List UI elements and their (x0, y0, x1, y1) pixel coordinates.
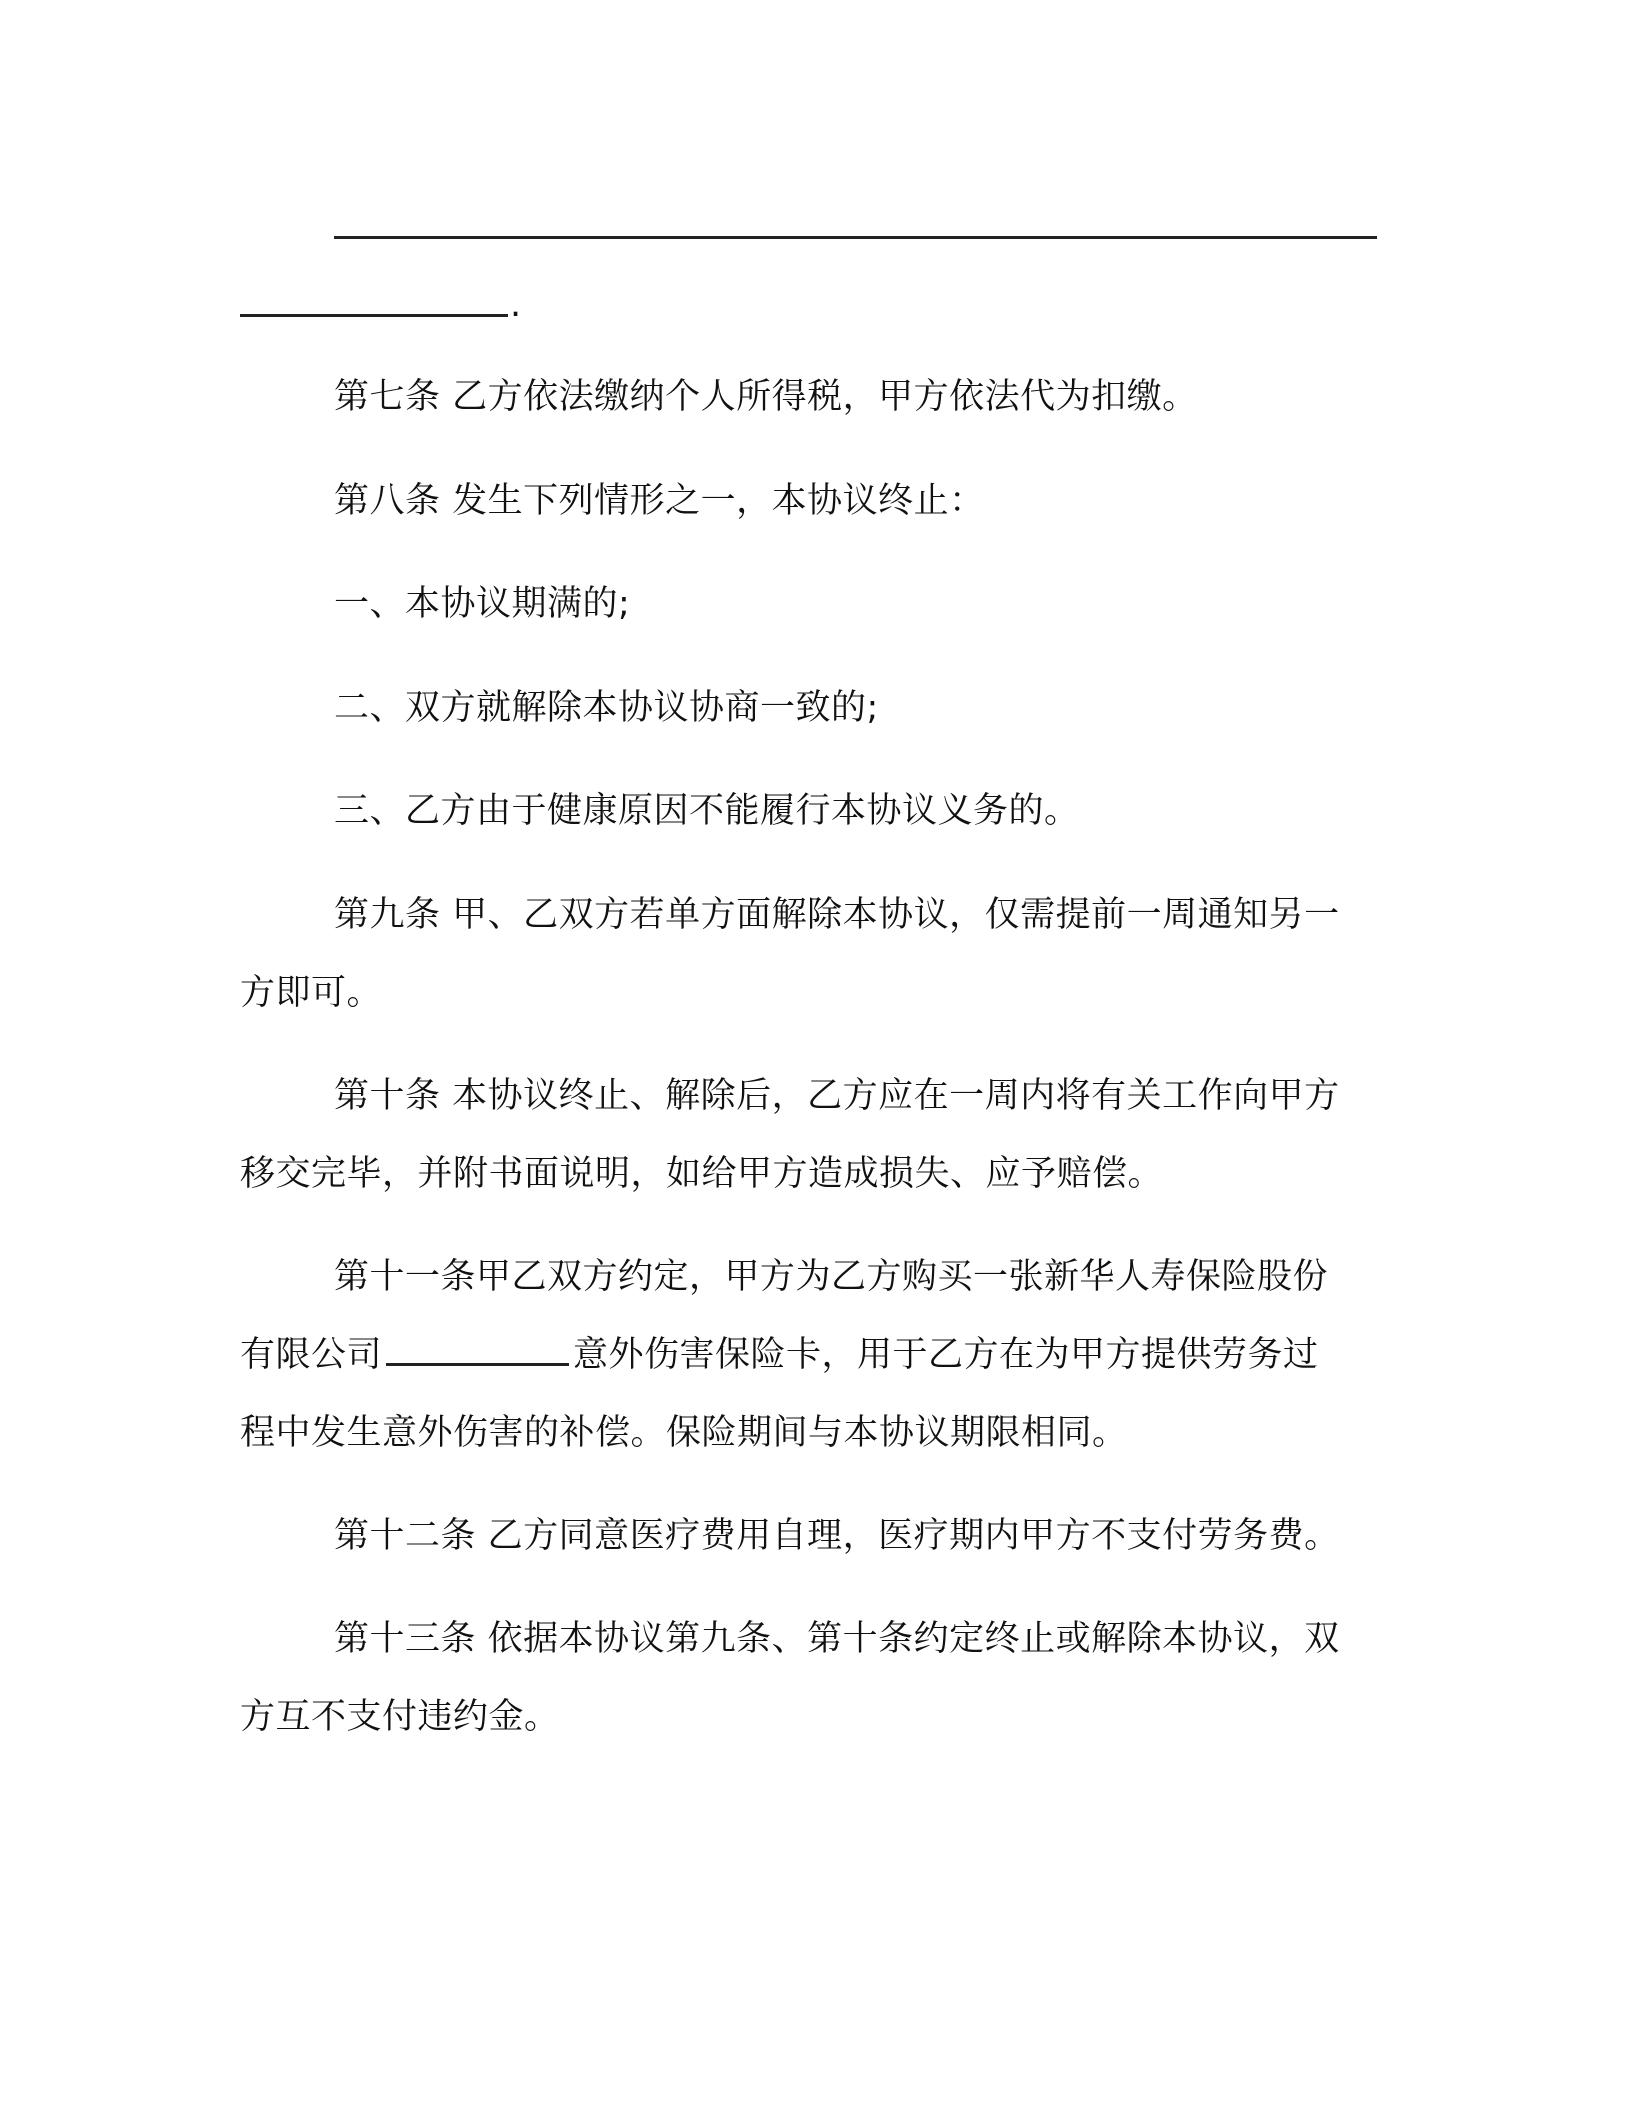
fill-in-blank-line-continued (240, 314, 508, 317)
article-8-item-1: 一、本协议期满的; (334, 584, 631, 624)
article-9-line-1: 第九条 甲、乙双方若单方面解除本协议，仅需提前一周通知另一 (334, 895, 1340, 935)
blank-line-period: . (510, 285, 522, 325)
article-12: 第十二条 乙方同意医疗费用自理，医疗期内甲方不支付劳务费。 (334, 1516, 1340, 1556)
article-11-line-1: 第十一条甲乙双方约定，甲方为乙方购买一张新华人寿保险股份 (334, 1257, 1329, 1297)
article-11-text-after-blank: 意外伤害保险卡，用于乙方在为甲方提供劳务过 (573, 1335, 1319, 1375)
article-9-line-2: 方即可。 (240, 973, 383, 1013)
article-13-line-1: 第十三条 依据本协议第九条、第十条约定终止或解除本协议，双 (334, 1619, 1340, 1659)
article-8-item-2: 二、双方就解除本协议协商一致的; (334, 688, 879, 728)
article-8-item-3: 三、乙方由于健康原因不能履行本协议义务的。 (334, 791, 1080, 831)
fill-in-blank-line (334, 236, 1377, 239)
article-8: 第八条 发生下列情形之一，本协议终止： (334, 481, 985, 521)
article-10-line-1: 第十条 本协议终止、解除后，乙方应在一周内将有关工作向甲方 (334, 1076, 1340, 1116)
article-7: 第七条 乙方依法缴纳个人所得税，甲方依法代为扣缴。 (334, 377, 1198, 417)
article-11-line-2 (240, 1331, 1390, 1379)
article-13-line-2: 方互不支付违约金。 (240, 1697, 560, 1737)
article-11-text-before-blank: 有限公司 (240, 1335, 383, 1375)
article-10-line-2: 移交完毕，并附书面说明，如给甲方造成损失、应予赔偿。 (240, 1154, 1164, 1194)
article-11-line-3: 程中发生意外伤害的补偿。保险期间与本协议期限相同。 (240, 1413, 1128, 1453)
insurance-number-blank (386, 1333, 569, 1366)
